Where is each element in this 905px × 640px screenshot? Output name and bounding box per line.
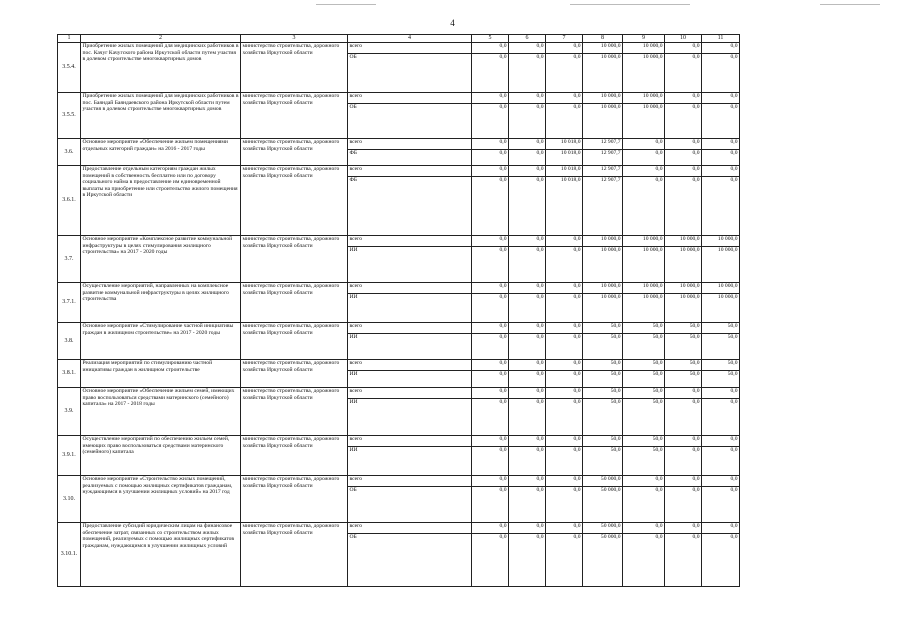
executor: министерство строительства, дорожного хозяйства Иркутской области xyxy=(241,139,348,166)
value-cell-col-9: 10 000,0 xyxy=(623,283,665,294)
value-cell-col-5: 0,0 xyxy=(472,360,509,371)
funding-source: ФБ xyxy=(348,150,472,166)
value-cell-col-10: 0,0 xyxy=(665,523,702,534)
value-cell-col-5: 0,0 xyxy=(472,150,509,166)
value-cell-col-8: 10 000,0 xyxy=(583,236,623,247)
value-cell-col-6: 0,0 xyxy=(509,283,546,294)
column-header-7: 7 xyxy=(546,35,583,43)
funding-source: ОБ xyxy=(348,54,472,93)
value-cell-col-5: 0,0 xyxy=(472,283,509,294)
executor: министерство строительства, дорожного хозяйства Иркутской области xyxy=(241,523,348,587)
value-cell-col-11: 0,0 xyxy=(702,104,740,139)
value-cell-col-6: 0,0 xyxy=(509,360,546,371)
value-cell-col-9: 10 000,0 xyxy=(623,43,665,54)
value-cell-col-6: 0,0 xyxy=(509,476,546,487)
value-cell-col-5: 0,0 xyxy=(472,436,509,447)
executor: министерство строительства, дорожного хозяйства Иркутской области xyxy=(241,436,348,476)
value-cell-col-10: 0,0 xyxy=(665,166,702,177)
value-cell-col-7: 0,0 xyxy=(546,294,583,323)
column-header-9: 9 xyxy=(623,35,665,43)
value-cell-col-7: 0,0 xyxy=(546,436,583,447)
row-number: 3.6.1. xyxy=(58,166,81,236)
value-cell-col-9: 10 000,0 xyxy=(623,104,665,139)
value-cell-col-8: 50,0 xyxy=(583,360,623,371)
value-cell-col-6: 0,0 xyxy=(509,236,546,247)
value-cell-col-11: 0,0 xyxy=(702,388,740,399)
value-cell-col-10: 0,0 xyxy=(665,436,702,447)
measure-name: Приобретение жилых помещений для медицинских работников в пос. Баяндай Баяндаевского района Иркутской области путем участия в долевом строительстве многоквартирных домов xyxy=(81,93,241,139)
value-cell-col-9: 0,0 xyxy=(623,534,665,587)
funding-source: ИИ xyxy=(348,371,472,388)
value-cell-col-10: 0,0 xyxy=(665,43,702,54)
value-cell-col-5: 0,0 xyxy=(472,54,509,93)
row-number: 3.8.1. xyxy=(58,360,81,388)
value-cell-col-8: 50 000,0 xyxy=(583,534,623,587)
value-cell-col-8: 50 000,0 xyxy=(583,523,623,534)
value-cell-col-9: 10 000,0 xyxy=(623,247,665,283)
value-cell-col-11: 0,0 xyxy=(702,139,740,150)
value-cell-col-6: 0,0 xyxy=(509,177,546,236)
funding-source: всего xyxy=(348,166,472,177)
value-cell-col-8: 50,0 xyxy=(583,447,623,476)
measure-name: Осуществление мероприятий, направленных на комплексное развитие коммунальной инфраструктуры в целях жилищного строительства xyxy=(81,283,241,323)
header-row xyxy=(58,35,740,43)
value-cell-col-11: 50,0 xyxy=(702,371,740,388)
value-cell-col-6: 0,0 xyxy=(509,371,546,388)
value-cell-col-5: 0,0 xyxy=(472,43,509,54)
value-cell-col-6: 0,0 xyxy=(509,150,546,166)
measure-name: Основное мероприятие «Комплексное развитие коммунальной инфраструктуры в целях стимулирования жилищного строительства» на 2017 - 2020 годы xyxy=(81,236,241,283)
value-cell-col-9: 10 000,0 xyxy=(623,93,665,104)
value-cell-col-8: 50,0 xyxy=(583,323,623,334)
value-cell-col-8: 12 907,7 xyxy=(583,166,623,177)
measure-name: Основное мероприятие «Обеспечение жильем помещениями отдельных категорий граждан» на 2016 - 2017 годы xyxy=(81,139,241,166)
value-cell-col-11: 10 000,0 xyxy=(702,283,740,294)
value-cell-col-7: 0,0 xyxy=(546,93,583,104)
value-cell-col-7: 0,0 xyxy=(546,323,583,334)
table-row xyxy=(58,523,740,534)
value-cell-col-7: 0,0 xyxy=(546,283,583,294)
funding-source: всего xyxy=(348,360,472,371)
value-cell-col-8: 10 000,0 xyxy=(583,54,623,93)
table-row xyxy=(58,93,740,104)
value-cell-col-11: 10 000,0 xyxy=(702,236,740,247)
value-cell-col-11: 0,0 xyxy=(702,54,740,93)
value-cell-col-10: 10 000,0 xyxy=(665,247,702,283)
value-cell-col-6: 0,0 xyxy=(509,534,546,587)
value-cell-col-8: 50 000,0 xyxy=(583,487,623,523)
column-header-11: 11 xyxy=(702,35,740,43)
table-row xyxy=(58,43,740,54)
funding-source: ИИ xyxy=(348,334,472,360)
value-cell-col-5: 0,0 xyxy=(472,534,509,587)
funding-source: всего xyxy=(348,323,472,334)
value-cell-col-10: 0,0 xyxy=(665,399,702,436)
value-cell-col-8: 10 000,0 xyxy=(583,93,623,104)
value-cell-col-8: 10 000,0 xyxy=(583,294,623,323)
row-number: 3.6. xyxy=(58,139,81,166)
value-cell-col-11: 0,0 xyxy=(702,476,740,487)
value-cell-col-9: 50,0 xyxy=(623,323,665,334)
value-cell-col-11: 0,0 xyxy=(702,447,740,476)
value-cell-col-6: 0,0 xyxy=(509,523,546,534)
funding-source: всего xyxy=(348,139,472,150)
measure-name: Предоставление отдельным категориям граждан жилых помещений в собственность бесплатно или по договору социального найма в предоставление им единовременной выплаты на приобретение или строительство жилого помещения в Иркутской области xyxy=(81,166,241,236)
value-cell-col-9: 0,0 xyxy=(623,150,665,166)
value-cell-col-5: 0,0 xyxy=(472,487,509,523)
funding-source: всего xyxy=(348,93,472,104)
table-row xyxy=(58,166,740,177)
measure-name: Реализация мероприятий по стимулированию частной инициативы граждан в жилищном строительстве xyxy=(81,360,241,388)
value-cell-col-6: 0,0 xyxy=(509,436,546,447)
funding-source: всего xyxy=(348,476,472,487)
value-cell-col-10: 10 000,0 xyxy=(665,236,702,247)
funding-source: ОБ xyxy=(348,104,472,139)
executor: министерство строительства, дорожного хозяйства Иркутской области xyxy=(241,476,348,523)
value-cell-col-7: 0,0 xyxy=(546,247,583,283)
funding-source: всего xyxy=(348,283,472,294)
value-cell-col-11: 0,0 xyxy=(702,523,740,534)
column-header-3: 3 xyxy=(241,35,348,43)
value-cell-col-9: 50,0 xyxy=(623,360,665,371)
value-cell-col-10: 10 000,0 xyxy=(665,283,702,294)
table-row xyxy=(58,139,740,150)
funding-source: ОБ xyxy=(348,534,472,587)
row-number: 3.5.5. xyxy=(58,93,81,139)
value-cell-col-5: 0,0 xyxy=(472,323,509,334)
funding-source: ИИ xyxy=(348,447,472,476)
value-cell-col-7: 0,0 xyxy=(546,43,583,54)
value-cell-col-9: 50,0 xyxy=(623,447,665,476)
row-number: 3.10.1. xyxy=(58,523,81,587)
value-cell-col-11: 0,0 xyxy=(702,166,740,177)
value-cell-col-10: 0,0 xyxy=(665,388,702,399)
executor: министерство строительства, дорожного хозяйства Иркутской области xyxy=(241,283,348,323)
value-cell-col-6: 0,0 xyxy=(509,388,546,399)
value-cell-col-7: 0,0 xyxy=(546,334,583,360)
column-header-10: 10 xyxy=(665,35,702,43)
page-number: 4 xyxy=(450,18,455,28)
scan-artifact-line xyxy=(316,4,376,5)
value-cell-col-5: 0,0 xyxy=(472,334,509,360)
funding-source: всего xyxy=(348,388,472,399)
table-row xyxy=(58,388,740,399)
value-cell-col-8: 50,0 xyxy=(583,388,623,399)
value-cell-col-9: 0,0 xyxy=(623,166,665,177)
value-cell-col-5: 0,0 xyxy=(472,247,509,283)
value-cell-col-7: 0,0 xyxy=(546,236,583,247)
value-cell-col-10: 50,0 xyxy=(665,334,702,360)
scan-artifact-line xyxy=(820,4,880,5)
value-cell-col-11: 50,0 xyxy=(702,334,740,360)
value-cell-col-6: 0,0 xyxy=(509,399,546,436)
value-cell-col-7: 0,0 xyxy=(546,476,583,487)
value-cell-col-10: 50,0 xyxy=(665,371,702,388)
value-cell-col-5: 0,0 xyxy=(472,93,509,104)
executor: министерство строительства, дорожного хозяйства Иркутской области xyxy=(241,388,348,436)
value-cell-col-7: 0,0 xyxy=(546,104,583,139)
value-cell-col-7: 0,0 xyxy=(546,534,583,587)
value-cell-col-7: 10 018,0 xyxy=(546,166,583,177)
value-cell-col-8: 50,0 xyxy=(583,436,623,447)
value-cell-col-9: 50,0 xyxy=(623,388,665,399)
value-cell-col-11: 0,0 xyxy=(702,150,740,166)
value-cell-col-7: 0,0 xyxy=(546,523,583,534)
value-cell-col-11: 0,0 xyxy=(702,93,740,104)
column-header-8: 8 xyxy=(583,35,623,43)
value-cell-col-6: 0,0 xyxy=(509,43,546,54)
value-cell-col-10: 0,0 xyxy=(665,487,702,523)
row-number: 3.10. xyxy=(58,476,81,523)
value-cell-col-10: 0,0 xyxy=(665,54,702,93)
row-number: 3.9.1. xyxy=(58,436,81,476)
value-cell-col-9: 10 000,0 xyxy=(623,294,665,323)
value-cell-col-5: 0,0 xyxy=(472,139,509,150)
value-cell-col-10: 10 000,0 xyxy=(665,294,702,323)
value-cell-col-10: 0,0 xyxy=(665,534,702,587)
executor: министерство строительства, дорожного хозяйства Иркутской области xyxy=(241,236,348,283)
value-cell-col-6: 0,0 xyxy=(509,294,546,323)
value-cell-col-7: 0,0 xyxy=(546,487,583,523)
table-body xyxy=(58,43,740,587)
value-cell-col-10: 0,0 xyxy=(665,447,702,476)
value-cell-col-9: 0,0 xyxy=(623,523,665,534)
column-header-2: 2 xyxy=(81,35,241,43)
value-cell-col-7: 10 018,0 xyxy=(546,150,583,166)
value-cell-col-7: 10 018,0 xyxy=(546,177,583,236)
funding-source: ОБ xyxy=(348,487,472,523)
funding-source: всего xyxy=(348,43,472,54)
value-cell-col-10: 0,0 xyxy=(665,476,702,487)
table-row xyxy=(58,283,740,294)
table-row xyxy=(58,236,740,247)
value-cell-col-5: 0,0 xyxy=(472,166,509,177)
value-cell-col-8: 10 000,0 xyxy=(583,104,623,139)
value-cell-col-8: 10 000,0 xyxy=(583,43,623,54)
value-cell-col-8: 50,0 xyxy=(583,334,623,360)
value-cell-col-11: 50,0 xyxy=(702,360,740,371)
value-cell-col-5: 0,0 xyxy=(472,399,509,436)
measure-name: Основное мероприятие «Стимулирование частной инициативы граждан в жилищном строительстве» на 2017 - 2020 годы xyxy=(81,323,241,360)
value-cell-col-5: 0,0 xyxy=(472,388,509,399)
value-cell-col-7: 0,0 xyxy=(546,371,583,388)
row-number: 3.5.4. xyxy=(58,43,81,93)
row-number: 3.7.1. xyxy=(58,283,81,323)
table-row xyxy=(58,360,740,371)
value-cell-col-6: 0,0 xyxy=(509,104,546,139)
value-cell-col-8: 10 000,0 xyxy=(583,283,623,294)
value-cell-col-9: 50,0 xyxy=(623,334,665,360)
value-cell-col-8: 10 000,0 xyxy=(583,247,623,283)
value-cell-col-8: 50,0 xyxy=(583,371,623,388)
column-header-6: 6 xyxy=(509,35,546,43)
value-cell-col-6: 0,0 xyxy=(509,93,546,104)
value-cell-col-6: 0,0 xyxy=(509,139,546,150)
funding-source: всего xyxy=(348,436,472,447)
value-cell-col-10: 0,0 xyxy=(665,104,702,139)
value-cell-col-11: 0,0 xyxy=(702,177,740,236)
value-cell-col-9: 0,0 xyxy=(623,487,665,523)
value-cell-col-11: 0,0 xyxy=(702,487,740,523)
value-cell-col-9: 50,0 xyxy=(623,399,665,436)
table-row xyxy=(58,323,740,334)
value-cell-col-7: 0,0 xyxy=(546,360,583,371)
value-cell-col-5: 0,0 xyxy=(472,236,509,247)
value-cell-col-5: 0,0 xyxy=(472,371,509,388)
value-cell-col-8: 12 907,7 xyxy=(583,150,623,166)
table-row xyxy=(58,436,740,447)
value-cell-col-8: 12 907,7 xyxy=(583,177,623,236)
value-cell-col-6: 0,0 xyxy=(509,54,546,93)
column-header-5: 5 xyxy=(472,35,509,43)
row-number: 3.9. xyxy=(58,388,81,436)
funding-source: ИИ xyxy=(348,399,472,436)
value-cell-col-8: 50,0 xyxy=(583,399,623,436)
value-cell-col-7: 0,0 xyxy=(546,54,583,93)
value-cell-col-9: 10 000,0 xyxy=(623,236,665,247)
measure-name: Приобретение жилых помещений для медицинских работников в пос. Качуг Качугского района Иркутской области путем участия в долевом строительстве многоквартирных домов xyxy=(81,43,241,93)
value-cell-col-7: 10 018,0 xyxy=(546,139,583,150)
value-cell-col-11: 50,0 xyxy=(702,323,740,334)
executor: министерство строительства, дорожного хозяйства Иркутской области xyxy=(241,323,348,360)
value-cell-col-11: 10 000,0 xyxy=(702,247,740,283)
value-cell-col-10: 0,0 xyxy=(665,150,702,166)
value-cell-col-11: 0,0 xyxy=(702,43,740,54)
value-cell-col-10: 0,0 xyxy=(665,93,702,104)
value-cell-col-9: 50,0 xyxy=(623,371,665,388)
executor: министерство строительства, дорожного хозяйства Иркутской области xyxy=(241,93,348,139)
value-cell-col-6: 0,0 xyxy=(509,487,546,523)
value-cell-col-5: 0,0 xyxy=(472,476,509,487)
measure-name: Осуществление мероприятий по обеспечению жильем семей, имеющих право воспользоваться средствами материнского (семейного) капитала xyxy=(81,436,241,476)
table-row xyxy=(58,476,740,487)
value-cell-col-6: 0,0 xyxy=(509,447,546,476)
program-table xyxy=(57,34,740,587)
row-number: 3.7. xyxy=(58,236,81,283)
funding-source: ФБ xyxy=(348,177,472,236)
value-cell-col-9: 50,0 xyxy=(623,436,665,447)
value-cell-col-9: 0,0 xyxy=(623,139,665,150)
value-cell-col-6: 0,0 xyxy=(509,166,546,177)
value-cell-col-11: 0,0 xyxy=(702,399,740,436)
value-cell-col-6: 0,0 xyxy=(509,323,546,334)
value-cell-col-6: 0,0 xyxy=(509,247,546,283)
value-cell-col-10: 0,0 xyxy=(665,177,702,236)
value-cell-col-11: 0,0 xyxy=(702,534,740,587)
value-cell-col-9: 0,0 xyxy=(623,177,665,236)
column-header-1: 1 xyxy=(58,35,81,43)
value-cell-col-8: 50 000,0 xyxy=(583,476,623,487)
value-cell-col-5: 0,0 xyxy=(472,294,509,323)
value-cell-col-7: 0,0 xyxy=(546,399,583,436)
value-cell-col-11: 0,0 xyxy=(702,436,740,447)
value-cell-col-11: 10 000,0 xyxy=(702,294,740,323)
value-cell-col-7: 0,0 xyxy=(546,447,583,476)
value-cell-col-6: 0,0 xyxy=(509,334,546,360)
value-cell-col-5: 0,0 xyxy=(472,177,509,236)
executor: министерство строительства, дорожного хозяйства Иркутской области xyxy=(241,166,348,236)
value-cell-col-5: 0,0 xyxy=(472,447,509,476)
value-cell-col-5: 0,0 xyxy=(472,104,509,139)
measure-name: Основное мероприятие «Обеспечение жильем семей, имеющих право воспользоваться средствами материнского (семейного) капитала» на 2017 - 2018 годы xyxy=(81,388,241,436)
funding-source: ИИ xyxy=(348,294,472,323)
scan-artifact-line xyxy=(570,4,690,5)
row-number: 3.8. xyxy=(58,323,81,360)
executor: министерство строительства, дорожного хозяйства Иркутской области xyxy=(241,43,348,93)
funding-source: всего xyxy=(348,523,472,534)
column-header-4: 4 xyxy=(348,35,472,43)
executor: министерство строительства, дорожного хозяйства Иркутской области xyxy=(241,360,348,388)
value-cell-col-10: 0,0 xyxy=(665,139,702,150)
value-cell-col-8: 12 907,7 xyxy=(583,139,623,150)
funding-source: всего xyxy=(348,236,472,247)
funding-source: ИИ xyxy=(348,247,472,283)
value-cell-col-9: 10 000,0 xyxy=(623,54,665,93)
value-cell-col-7: 0,0 xyxy=(546,388,583,399)
value-cell-col-10: 50,0 xyxy=(665,360,702,371)
value-cell-col-5: 0,0 xyxy=(472,523,509,534)
measure-name: Предоставление субсидий юридическим лицам на финансовое обеспечение затрат, связанных со строительством жилых помещений, реализуемых с помощью жилищных сертификатов гражданам, нуждающимся в улучшении жилищных условий xyxy=(81,523,241,587)
measure-name: Основное мероприятие «Строительство жилых помещений, реализуемых с помощью жилищных сертификатов гражданам, нуждающимся в улучшении жилищных условий» на 2017 год xyxy=(81,476,241,523)
value-cell-col-10: 50,0 xyxy=(665,323,702,334)
value-cell-col-9: 0,0 xyxy=(623,476,665,487)
